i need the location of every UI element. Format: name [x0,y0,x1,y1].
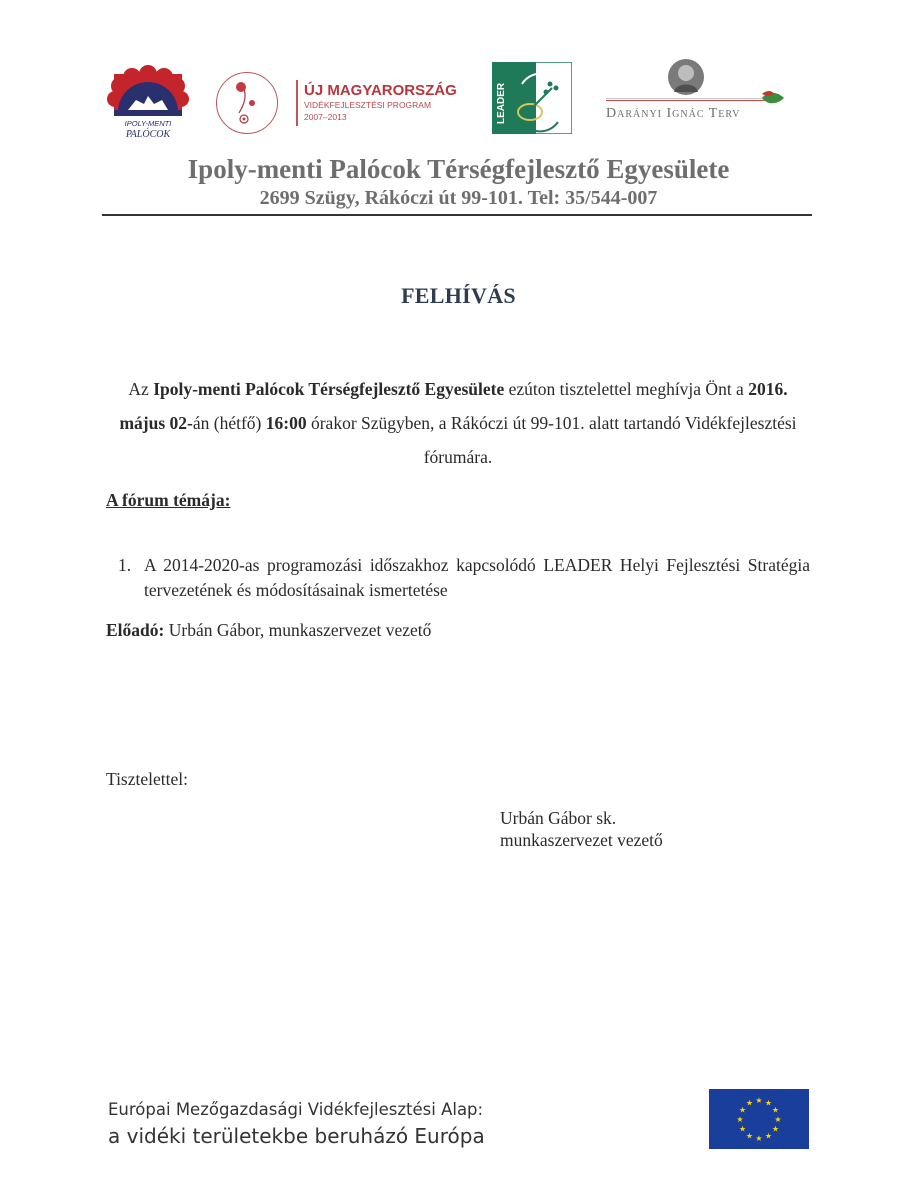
eu-star-icon: ★ [745,1131,754,1141]
eu-star-icon: ★ [771,1105,780,1115]
palocok-emblem-icon [106,64,190,140]
topic-heading: A fórum témája: [106,490,231,510]
signature-role: munkaszervezet vezető [500,830,663,850]
eu-star-icon: ★ [738,1124,747,1134]
eu-star-icon: ★ [738,1105,747,1115]
leader-logo [492,62,572,134]
intro-date: 2016. május 02- [119,379,788,433]
list-item-text: A 2014-2020-as programozási időszakhoz kapcsolódó LEADER Helyi Fejlesztési Stratégia tervezetének és módosításainak ismertetése [144,555,810,600]
tricolor-line [606,98,766,101]
signature-name: Urbán Gábor sk. [500,808,617,828]
closing-salutation: Tisztelettel: [106,769,188,789]
intro-time: 16:00 [265,413,307,433]
palocok-logo [106,64,190,140]
eu-star-icon: ★ [755,1134,763,1143]
header-divider [102,214,812,216]
intro-paragraph [104,372,812,474]
list-item-number: 1. [118,555,132,575]
intro-org-name: Ipoly-menti Palócok Térségfejlesztő Egyesülete [153,379,505,399]
eu-star-icon: ★ [774,1115,782,1124]
intro-text-3: án (hétfő) [192,413,266,433]
eu-star-icon: ★ [745,1098,754,1108]
intro-text-1: Az [128,379,154,399]
leader-emblem-icon [492,62,572,134]
eu-star-icon: ★ [764,1131,773,1141]
leaf-icon [762,90,784,106]
svg-text:IPOLY-MENTI: IPOLY-MENTI [124,119,172,128]
eu-star-icon: ★ [736,1115,744,1124]
portrait-icon [666,58,706,96]
daranyi-logo [604,58,784,128]
daranyi-text: Darányi Ignác Terv [606,106,741,121]
presenter-label: Előadó: [106,620,165,640]
uj-magyarorszag-title: ÚJ MAGYARORSZÁG [304,82,457,99]
topic-list [118,553,810,603]
presenter-line [106,620,431,641]
list-item [118,553,810,603]
uj-magyarorszag-years: 2007–2013 [304,112,347,122]
eu-star-icon: ★ [764,1098,773,1108]
flower-emblem-icon [216,72,278,134]
svg-text:PALÓCOK: PALÓCOK [125,129,171,140]
org-address: 2699 Szügy, Rákóczi út 99-101. Tel: 35/544-007 [259,187,658,209]
svg-text:LEADER: LEADER [496,82,507,124]
eu-star-icon: ★ [771,1124,780,1134]
intro-text-4: órakor Szügyben, a Rákóczi út 99-101. alatt tartandó Vidékfejlesztési fórumára. [306,413,797,467]
eu-star-icon: ★ [755,1096,763,1105]
intro-text-2: ezúton tisztelettel meghívja Önt a [504,379,749,399]
footer-line-2: a vidéki területekbe beruházó Európa [108,1124,485,1148]
eu-flag-icon [709,1089,809,1149]
logo-divider [296,80,298,126]
org-name: Ipoly-menti Palócok Térségfejlesztő Egyesülete [187,154,730,184]
presenter-value: Urbán Gábor, munkaszervezet vezető [164,620,432,640]
uj-magyarorszag-logo [216,72,476,134]
uj-magyarorszag-subtitle: VIDÉKFEJLESZTÉSI PROGRAM [304,100,432,110]
document-title: FELHÍVÁS [401,283,516,308]
footer-line-1: Európai Mezőgazdasági Vidékfejlesztési Alap: [108,1100,484,1119]
